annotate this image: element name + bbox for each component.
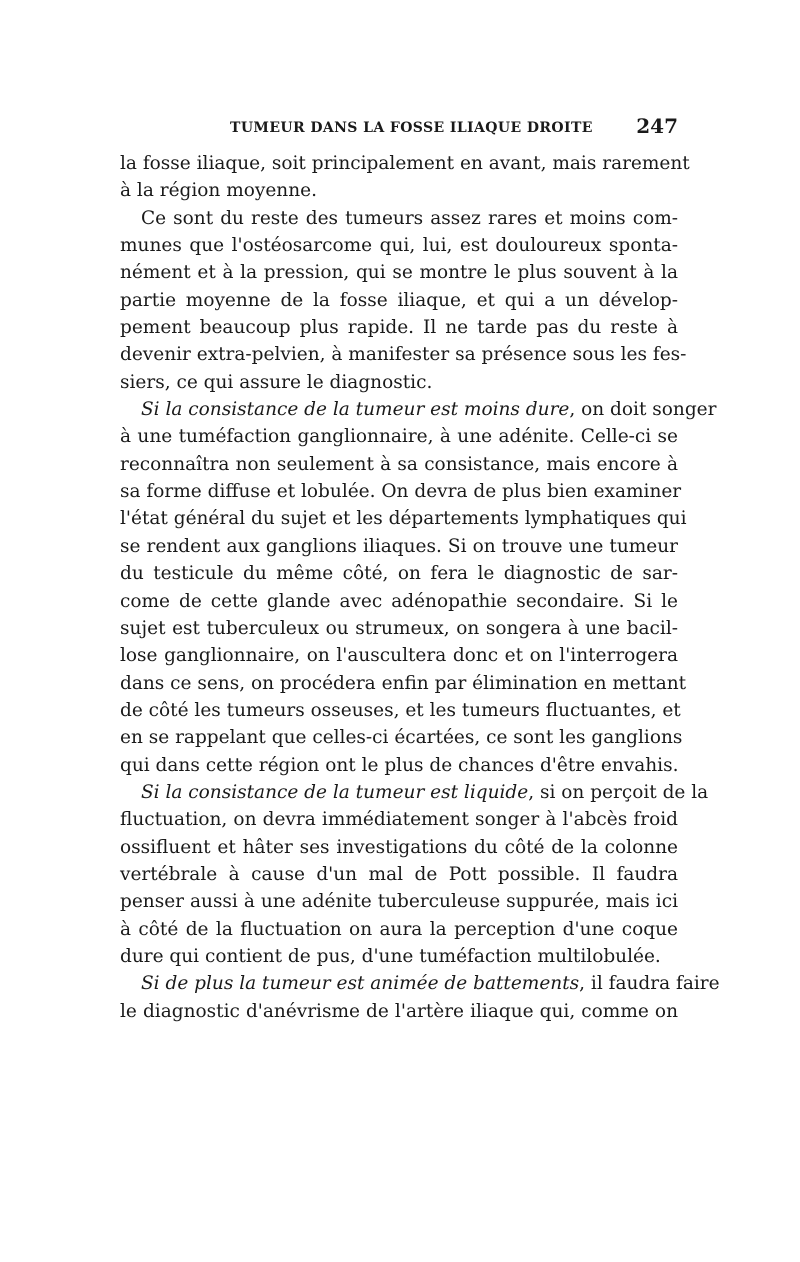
text-line: dure qui contient de pus, d'une tuméfaction multilobulée. bbox=[120, 945, 661, 967]
text-line: Ce sont du reste des tumeurs assez rares et moins com- bbox=[141, 207, 678, 229]
text-line: partie moyenne de la fosse iliaque, et qui a un dévelop- bbox=[120, 289, 678, 311]
text-line: sujet est tuberculeux ou strumeux, on songera à une bacil- bbox=[120, 617, 678, 639]
page-number: 247 bbox=[636, 114, 678, 138]
body-text bbox=[120, 150, 720, 1025]
text-line: reconnaîtra non seulement à sa consistance, mais encore à bbox=[120, 453, 678, 475]
text-line: Si la consistance de la tumeur est moins dure, on doit songer bbox=[141, 399, 717, 421]
text-line: penser aussi à une adénite tuberculeuse suppurée, mais ici bbox=[120, 891, 678, 913]
text-line: à une tuméfaction ganglionnaire, à une adénite. Celle-ci se bbox=[120, 426, 678, 448]
text-line: munes que l'ostéosarcome qui, lui, est douloureux sponta- bbox=[120, 235, 678, 257]
running-head: TUMEUR DANS LA FOSSE ILIAQUE DROITE bbox=[230, 120, 593, 136]
text-line: nément et à la pression, qui se montre le plus souvent à la bbox=[120, 262, 678, 284]
text-line: en se rappelant que celles-ci écartées, ce sont les ganglions bbox=[120, 727, 683, 749]
text-line: qui dans cette région ont le plus de chances d'être envahis. bbox=[120, 754, 679, 776]
text-line: Si de plus la tumeur est animée de battements, il faudra faire bbox=[141, 973, 720, 995]
text-line: fluctuation, on devra immédiatement songer à l'abcès froid bbox=[120, 809, 678, 831]
text-line: du testicule du même côté, on fera le diagnostic de sar- bbox=[120, 563, 678, 585]
text-line: dans ce sens, on procédera enfin par élimination en mettant bbox=[120, 672, 687, 694]
italic-heading: Si la consistance de la tumeur est liquide bbox=[141, 781, 529, 803]
text-line: à côté de la fluctuation on aura la perception d'une coque bbox=[120, 918, 678, 940]
text-line: sa forme diffuse et lobulée. On devra de plus bien examiner bbox=[120, 481, 682, 503]
text-line: l'état général du sujet et les départements lymphatiques qui bbox=[120, 508, 687, 530]
text-line: come de cette glande avec adénopathie secondaire. Si le bbox=[120, 590, 678, 612]
text-line: siers, ce qui assure le diagnostic. bbox=[120, 371, 433, 393]
text-line: de côté les tumeurs osseuses, et les tumeurs fluctuantes, et bbox=[120, 699, 681, 721]
italic-heading: Si la consistance de la tumeur est moins dure bbox=[141, 399, 570, 421]
text-line: se rendent aux ganglions iliaques. Si on trouve une tumeur bbox=[120, 535, 678, 557]
text-line: lose ganglionnaire, on l'auscultera donc et on l'interrogera bbox=[120, 645, 678, 667]
italic-heading: Si de plus la tumeur est animée de battements bbox=[141, 973, 580, 995]
text-line: Si la consistance de la tumeur est liquide, si on perçoit de la bbox=[141, 781, 709, 803]
page-header bbox=[120, 114, 680, 144]
text-line: devenir extra-pelvien, à manifester sa présence sous les fes- bbox=[120, 344, 687, 366]
text-line: la fosse iliaque, soit principalement en avant, mais rarement bbox=[120, 153, 690, 174]
text-line: à la région moyenne. bbox=[120, 180, 317, 202]
text-line: ossifluent et hâter ses investigations du côté de la colonne bbox=[120, 836, 678, 858]
text-line: le diagnostic d'anévrisme de l'artère iliaque qui, comme on bbox=[120, 1000, 678, 1022]
text-line: pement beaucoup plus rapide. Il ne tarde pas du reste à bbox=[120, 317, 678, 339]
text-line: vertébrale à cause d'un mal de Pott possible. Il faudra bbox=[120, 863, 678, 885]
